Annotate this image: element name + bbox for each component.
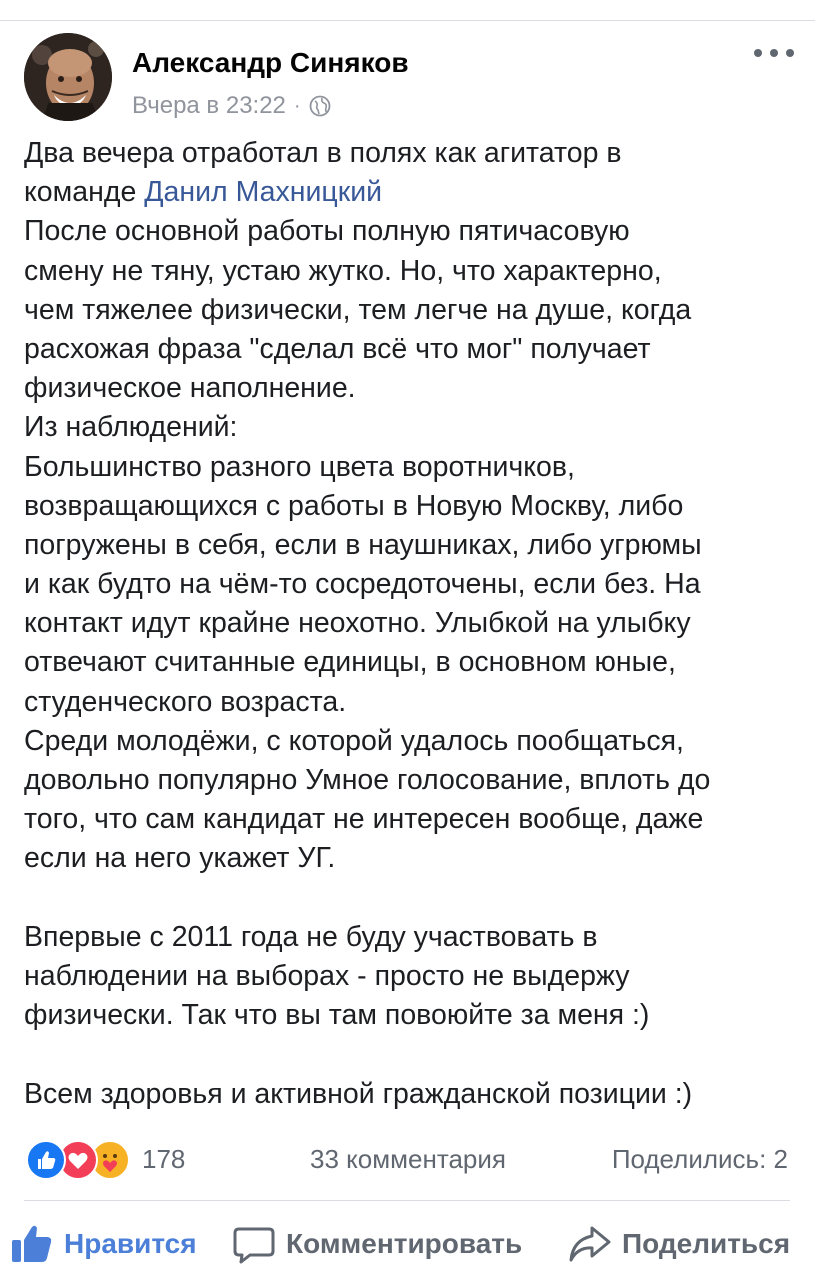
post-line: физическое наполнение. [24, 372, 356, 405]
paragraph-gap [24, 879, 794, 918]
reaction-count[interactable]: 178 [142, 1144, 186, 1174]
comment-button[interactable] [232, 1216, 522, 1272]
share-button[interactable] [568, 1216, 790, 1272]
like-label: Нравится [64, 1228, 197, 1259]
post-line: довольно популярно Умное голосование, вплоть до [24, 764, 711, 796]
post-line: После основной работы полную пятичасовую [24, 215, 630, 248]
post-line: расхожая фраза "сделал всё что мог" получает [24, 332, 651, 365]
post-line: и как будто на чём-то сосредоточены, если без. На [24, 568, 701, 601]
post-line: Из наблюдений: [24, 411, 238, 444]
share-label: Поделиться [622, 1228, 791, 1259]
post-line: погружены в себя, если в наушниках, либо угрюмы [24, 528, 702, 561]
post-line: Всем здоровья и активной гражданской позиции :) [24, 1077, 693, 1110]
comment-icon [232, 1224, 276, 1264]
post-line: наблюдении на выборах - просто не выдержу [24, 959, 630, 992]
post-line: контакт идут крайне неохотно. Улыбкой на улыбку [24, 607, 691, 640]
post-line-prefix: команде [24, 176, 145, 209]
globe-icon[interactable] [309, 95, 331, 117]
like-reaction-icon [26, 1140, 66, 1180]
paragraph-gap [24, 1035, 794, 1074]
like-button[interactable] [10, 1216, 197, 1272]
more-options-button[interactable] [754, 43, 794, 63]
post-line: смену не тяну, устаю жутко. Но, что характерно, [24, 254, 662, 287]
post-line: Впервые с 2011 года не буду участвовать в [24, 920, 598, 953]
shares-count[interactable]: Поделились: 2 [611, 1144, 788, 1174]
comments-count[interactable]: 33 комментария [310, 1144, 506, 1174]
post-line [24, 173, 794, 212]
post-timestamp[interactable]: Вчера в 23:22 [132, 92, 286, 119]
post-line: Большинство разного цвета воротничков, [24, 450, 575, 483]
reaction-icons[interactable] [26, 1140, 138, 1180]
post-line: если на него укажет УГ. [24, 842, 336, 875]
share-icon [568, 1224, 612, 1264]
actions-divider [24, 1200, 790, 1201]
avatar[interactable] [24, 33, 112, 121]
author-name[interactable]: Александр Синяков [132, 47, 409, 78]
comment-label: Комментировать [286, 1228, 523, 1259]
mention-link[interactable]: Данил Махницкий [144, 176, 383, 209]
meta-separator: · [293, 94, 301, 117]
post-line: чем тяжелее физически, тем легче на душе, когда [24, 293, 692, 326]
more-horizontal-icon [754, 49, 762, 57]
post-line: студенческого возраста. [24, 685, 347, 718]
post-text [24, 134, 794, 1114]
thumbs-up-icon [10, 1224, 54, 1264]
post-header [24, 33, 794, 123]
post-line: отвечают считанные единицы, в основном юные, [24, 646, 676, 679]
post-line: Два вечера отработал в полях как агитатор в [24, 137, 622, 169]
top-divider [0, 20, 815, 21]
post-line: того, что сам кандидат не интересен вообще, даже [24, 803, 704, 836]
post-actions [0, 1216, 815, 1272]
post-line: возвращающихся с работы в Новую Москву, либо [24, 489, 684, 522]
post-line: Среди молодёжи, с которой удалось пообщаться, [24, 724, 684, 757]
post-meta [132, 91, 331, 121]
reactions-summary [24, 1138, 788, 1182]
post-line: физически. Так что вы там повоюйте за меня :) [24, 999, 650, 1032]
